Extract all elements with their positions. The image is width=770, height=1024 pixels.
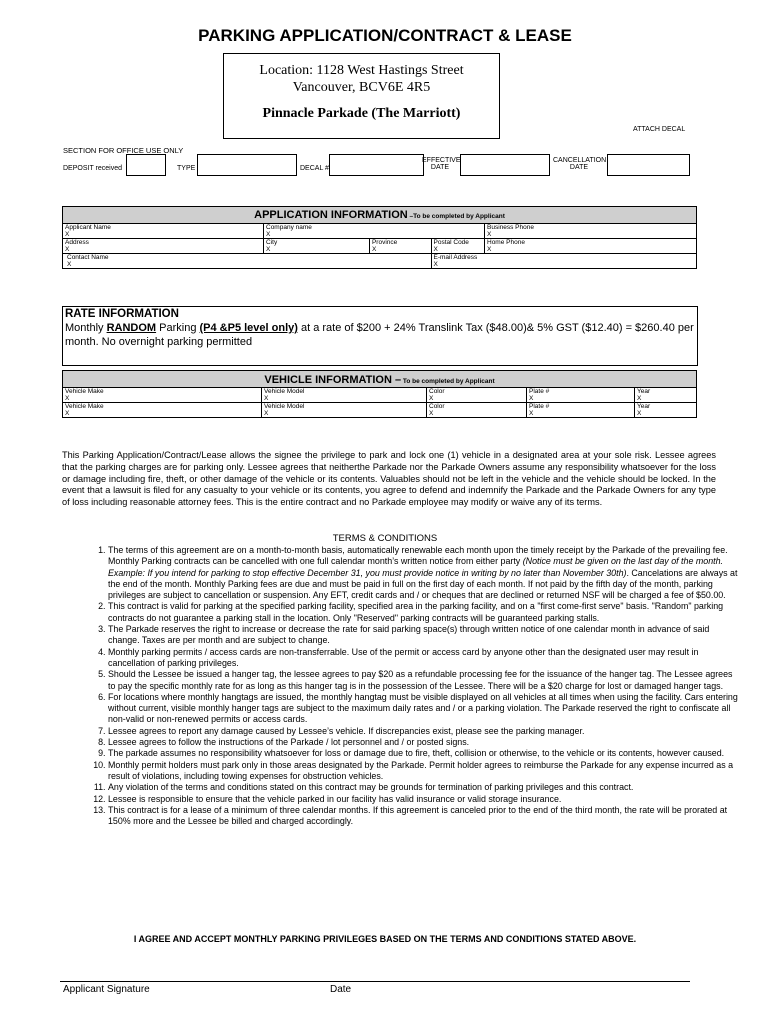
- application-header: [62, 206, 697, 224]
- vehicle-make-label-2: Vehicle Make: [65, 403, 104, 410]
- vehicle-color-label-2: Color: [429, 403, 445, 410]
- application-subheading: –To be completed by Applicant: [407, 213, 505, 220]
- vehicle-model-cell-2[interactable]: [262, 403, 427, 418]
- email-x: X: [433, 261, 438, 268]
- business-phone-cell[interactable]: [485, 224, 697, 239]
- applicant-name-cell[interactable]: [63, 224, 264, 239]
- vehicle-color-label-1: Color: [429, 388, 445, 395]
- home-phone-label: Home Phone: [487, 239, 525, 246]
- company-name-cell[interactable]: [264, 224, 485, 239]
- vehicle-year-cell-1[interactable]: [635, 388, 697, 403]
- location-city: Vancouver, BCV6E 4R5: [292, 80, 431, 95]
- term-1-text-b: (Notice must be given on the last day of the month. Example: If you intend for parking to stop effective December 31, you must provide notice in writing by no later than November 30th): [108, 556, 723, 578]
- vehicle-color-cell-2[interactable]: [427, 403, 527, 418]
- vehicle-plate-cell-1[interactable]: [527, 388, 635, 403]
- vehicle-plate-label-2: Plate #: [529, 403, 550, 410]
- rate-heading: RATE INFORMATION: [65, 308, 179, 320]
- type-label: TYPE: [177, 165, 196, 172]
- postal-code-label: Postal Code: [433, 239, 469, 246]
- liability-paragraph: This Parking Application/Contract/Lease allows the signee the privilege to park and lock one (1) vehicle in a designated area at your sole risk. Lessee agrees that the parking charges are for parking only. Lessee agrees that neitherthe Parkade nor the Parkade Owners assume any responsibility whatsoever for the loss or damage including fire, theft, or other damage of the vehicle or its contents. Valuables should not be left in the vehicle and the vehicle should be locked. In the event that a lawsuit is filed for any casualty to your vehicle or its contents, you agree to defend and indemnify the Parkade and the Parkade Owners for any type of loss including reasonable attorney fees. This is the entire contract and no Parkade employee may modify or waive any of its terms.: [62, 450, 716, 508]
- vehicle-year-label-1: Year: [637, 388, 651, 395]
- home-phone-x: X: [487, 246, 492, 253]
- rate-text-part1: Monthly: [65, 322, 107, 334]
- term-item-10: 10. Monthly permit holders must park only in those areas designated by the Parkade. Permit holder agrees to reimburse the Parkade for any expense incurred as a result of violations, including towing expenses for obstruction vehicles.: [108, 760, 738, 783]
- term-item-4: 4. Monthly parking permits / access cards are non-transferrable. Use of the permit or access card by anyone other than the designated user may result in cancellation of parking privileges.: [108, 647, 738, 670]
- business-phone-label: Business Phone: [487, 224, 534, 231]
- address-label: Address: [65, 239, 89, 246]
- term-1-text-a: The terms of this agreement are on a month-to-month basis, automatically renewable each month upon the timely receipt by the Parkade of the prevailing fee. Monthly Parking contracts can be cancelled with one full calendar month’s written notice from either party: [108, 545, 728, 567]
- agreement-statement: I AGREE AND ACCEPT MONTHLY PARKING PRIVILEGES BASED ON THE TERMS AND CONDITIONS STATED ABOVE.: [133, 934, 637, 944]
- vehicle-model-label-1: Vehicle Model: [264, 388, 305, 395]
- date-label: Date: [330, 984, 352, 995]
- term-item-7: 7. Lessee agrees to report any damage caused by Lessee’s vehicle. If discrepancies exist, please see the parking manager.: [108, 726, 738, 737]
- term-item-9: 9. The parkade assumes no responsibility whatsoever for loss or damage due to fire, theft, collision or otherwise, to the vehicle or its contents, however caused.: [108, 748, 738, 759]
- address-x: X: [65, 246, 70, 253]
- business-phone-x: X: [487, 231, 492, 238]
- vehicle-make-cell-1[interactable]: [63, 388, 262, 403]
- rate-text: [63, 321, 697, 349]
- email-cell[interactable]: [431, 254, 697, 269]
- province-label: Province: [371, 239, 398, 246]
- application-heading: APPLICATION INFORMATION: [254, 209, 408, 221]
- decal-field[interactable]: [329, 154, 424, 176]
- attach-decal-label: ATTACH DECAL: [633, 126, 686, 133]
- decal-label: DECAL #: [300, 165, 329, 172]
- deposit-label: DEPOSIT received: [63, 165, 123, 172]
- location-address: Location: 1128 West Hastings Street: [259, 63, 464, 78]
- term-item-8: 8. Lessee agrees to follow the instructions of the Parkade / lot personnel and / or posted signs.: [108, 737, 738, 748]
- vehicle-color-cell-1[interactable]: [427, 388, 527, 403]
- vehicle-plate-x-1: X: [529, 395, 534, 402]
- vehicle-year-x-2: X: [637, 410, 642, 417]
- type-field[interactable]: [197, 154, 297, 176]
- vehicle-year-cell-2[interactable]: [635, 403, 697, 418]
- vehicle-plate-cell-2[interactable]: [527, 403, 635, 418]
- location-box: [223, 53, 500, 139]
- applicant-name-label: Applicant Name: [65, 224, 111, 231]
- term-item-3: 3. The Parkade reserves the right to increase or decrease the rate for said parking space(s) through written notice of one calendar month in advance of said change. Taxes are per month and are subject to change.: [108, 624, 738, 647]
- vehicle-make-label-1: Vehicle Make: [65, 388, 104, 395]
- contact-name-x: X: [67, 261, 72, 268]
- vehicle-heading: VEHICLE INFORMATION –: [264, 374, 402, 386]
- page-title: PARKING APPLICATION/CONTRACT & LEASE: [198, 26, 572, 45]
- vehicle-model-label-2: Vehicle Model: [264, 403, 305, 410]
- applicant-signature-label: Applicant Signature: [63, 984, 150, 995]
- rate-text-part3: at a rate of $200 + 24% Translink Tax ($48.00)& 5% GST ($12.40) = $260.40 per month. No overnight parking permitted: [65, 322, 694, 348]
- city-x: X: [266, 246, 271, 253]
- company-name-label: Company name: [266, 224, 312, 231]
- location-name: Pinnacle Parkade (The Marriott): [262, 106, 461, 121]
- province-x: X: [371, 246, 377, 253]
- vehicle-year-x-1: X: [637, 395, 642, 402]
- office-section-label: SECTION FOR OFFICE USE ONLY: [63, 146, 184, 155]
- application-table: [62, 223, 697, 269]
- term-item-12: 12. Lessee is responsible to ensure that the vehicle parked in our facility has valid insurance or valid storage insurance.: [108, 794, 738, 805]
- effective-date-label: EFFECTIVE DATE: [422, 157, 461, 171]
- term-item-5: 5. Should the Lessee be issued a hanger tag, the lessee agrees to pay $20 as a refundable processing fee for the issuance of the hanger tag. The Lessee agrees to pay the specific monthly rate for as long as this hanger tag is in the possession of the Lessee. There will be a $20 charge for lost or damaged hanger tags.: [108, 669, 738, 692]
- rate-level: (P4 &P5 level only): [199, 322, 298, 334]
- city-label: City: [266, 239, 278, 246]
- applicant-name-x: X: [65, 231, 70, 238]
- city-cell[interactable]: [264, 239, 370, 254]
- vehicle-subheading: To be completed by Applicant: [401, 378, 495, 385]
- vehicle-header: [62, 370, 697, 388]
- term-item-1: [108, 545, 738, 601]
- effective-date-field[interactable]: [460, 154, 550, 176]
- term-item-11: 11. Any violation of the terms and conditions stated on this contract may be grounds for termination of parking privileges and this contract.: [108, 782, 738, 793]
- postal-code-cell[interactable]: [431, 239, 485, 254]
- term-1-text-c: . Cancelations are always at the end of the month. Monthly Parking fees are due and must be paid in full on the first day of each month. If not paid by the fifth day of the month, parking privileges are subject to cancellation or suspension. Any EFT, credit cards and / or cheques that are declined or returned NSF will be charged a fee of $50.00.: [108, 567, 738, 601]
- rate-text-part2: Parking: [156, 322, 200, 334]
- province-cell[interactable]: [369, 239, 431, 254]
- vehicle-model-x-2: X: [264, 410, 269, 417]
- deposit-field[interactable]: [126, 154, 166, 176]
- rate-random: RANDOM: [106, 322, 157, 334]
- vehicle-plate-x-2: X: [529, 410, 534, 417]
- email-label: E-mail Address: [433, 254, 478, 261]
- address-cell[interactable]: [63, 239, 264, 254]
- home-phone-cell[interactable]: [485, 239, 697, 254]
- vehicle-plate-label-1: Plate #: [529, 388, 550, 395]
- rate-box: [62, 306, 698, 366]
- cancellation-date-field[interactable]: [607, 154, 690, 176]
- term-item-6: 6. For locations where monthly hangtags are issued, the monthly hangtag must be visible displayed on all vehicles at all times when using the facility. Cars entering without current, visible monthly hanger tags are subject to the maximum daily rates and / or a parking violation. The Parkade reserved the right to confiscate all non-valid or non-renewed permits or access cards.: [108, 692, 738, 726]
- signature-line[interactable]: [60, 981, 690, 982]
- contact-name-cell[interactable]: [63, 254, 432, 269]
- vehicle-color-x-1: X: [429, 395, 434, 402]
- vehicle-model-x-1: X: [264, 395, 269, 402]
- cancellation-date-label: CANCELLATION DATE: [553, 157, 607, 171]
- vehicle-make-cell-2[interactable]: [63, 403, 262, 418]
- terms-list: [62, 545, 738, 827]
- contact-name-label: Contact Name: [67, 254, 109, 261]
- vehicle-make-x-2: X: [65, 410, 70, 417]
- vehicle-make-x-1: X: [65, 395, 70, 402]
- vehicle-color-x-2: X: [429, 410, 434, 417]
- vehicle-year-label-2: Year: [637, 403, 651, 410]
- terms-title: TERMS & CONDITIONS: [332, 533, 438, 544]
- term-item-13: 13. This contract is for a lease of a minimum of three calendar months. If this agreement is canceled prior to the end of the third month, the rate will be prorated at 150% more and the Lessee be billed and charged accordingly.: [108, 805, 738, 828]
- company-name-x: X: [266, 231, 271, 238]
- term-item-2: 2. This contract is valid for parking at the specified parking facility, specified area in the parking facility, and on a "first come-first serve" basis. "Random" parking contracts do not guarantee a parking stall in the location. Only "Reserved" parking contracts will be guaranteed parking stalls.: [108, 601, 738, 624]
- postal-code-x: X: [433, 246, 438, 253]
- vehicle-table: [62, 387, 697, 418]
- vehicle-model-cell-1[interactable]: [262, 388, 427, 403]
